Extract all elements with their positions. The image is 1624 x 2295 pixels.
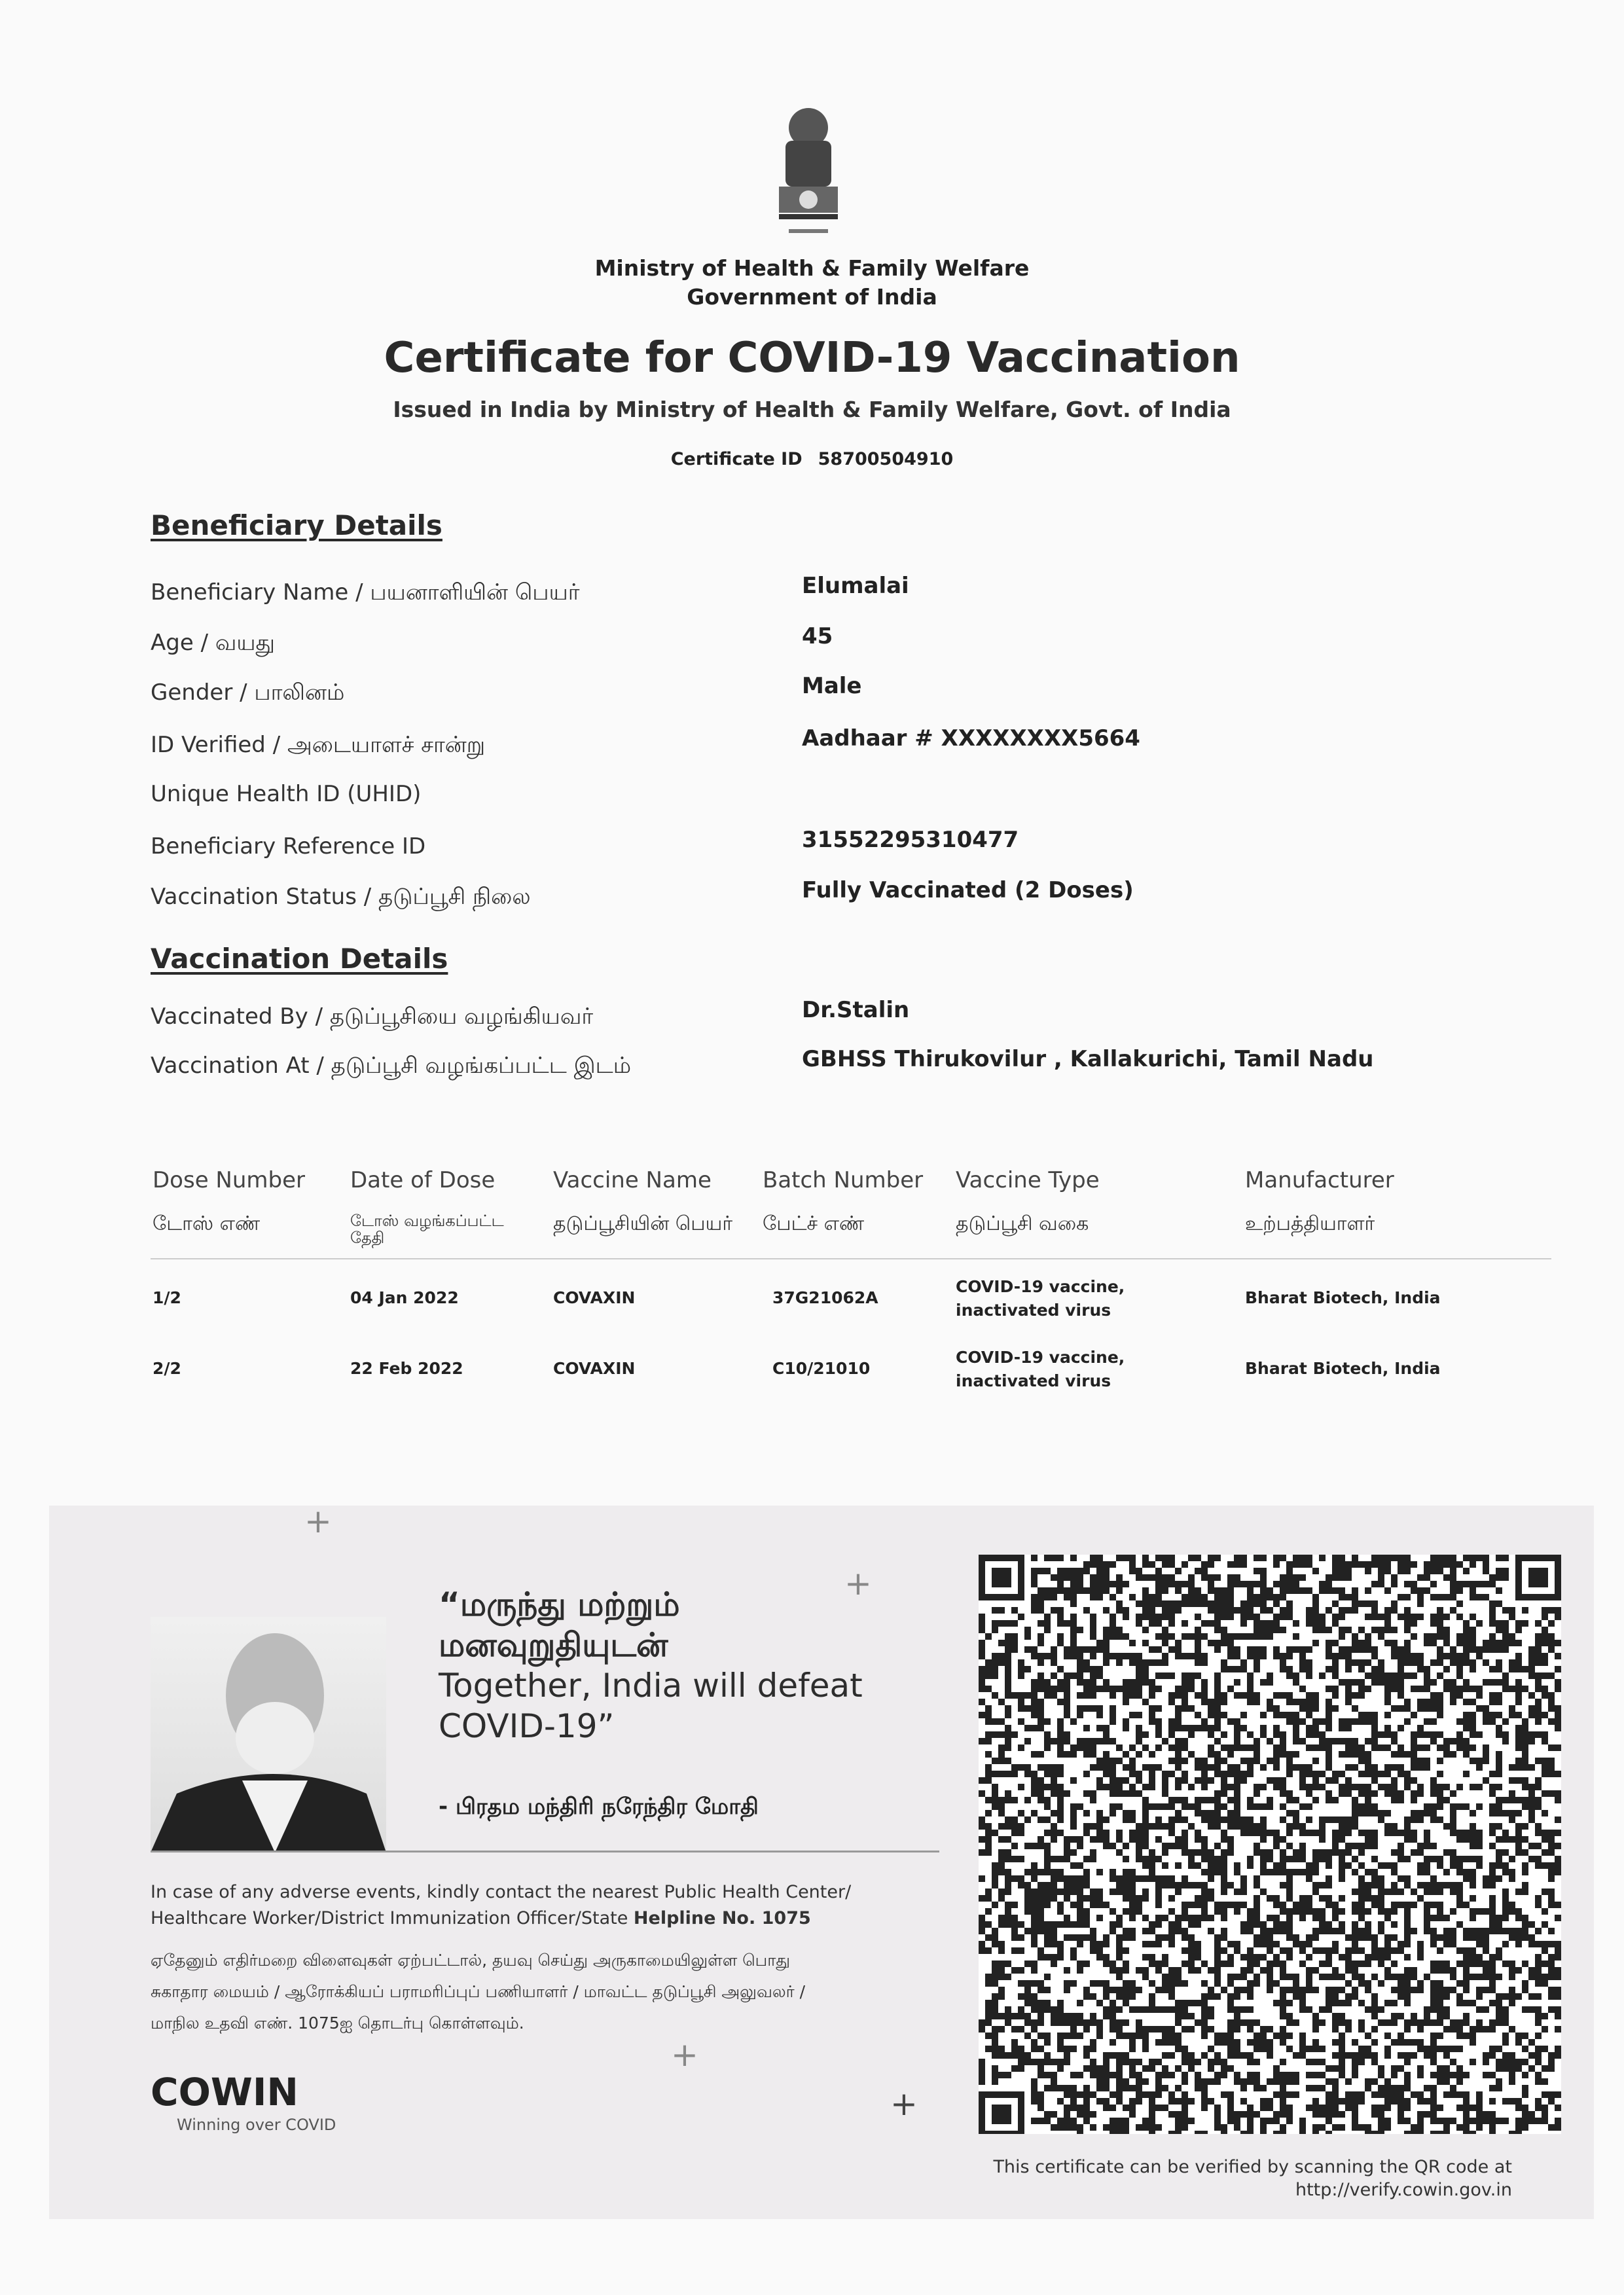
qr-code[interactable] — [979, 1555, 1561, 2134]
plus-icon: + — [890, 2085, 918, 2123]
adverse-text-1: In case of any adverse events, kindly contact the nearest Public Health Center/ — [151, 1882, 852, 1902]
beneficiary-label: Gender / பாலினம் — [151, 679, 345, 706]
table-header-1: Date of Dose — [350, 1167, 496, 1193]
table-cell: COVAXIN — [553, 1359, 636, 1378]
cowin-logo: COWIN — [151, 2070, 298, 2114]
certificate-id — [0, 449, 1624, 469]
vaccination-value: Dr.Stalin — [802, 997, 910, 1023]
helpline: Helpline No. 1075 — [633, 1908, 811, 1928]
beneficiary-label: Beneficiary Name / பயனாளியின் பெயர் — [151, 579, 580, 605]
table-cell: 37G21062A — [772, 1288, 878, 1307]
table-header-tamil-2: தடுப்பூசியின் பெயர் — [553, 1212, 732, 1235]
certificate-id-label: Certificate ID — [670, 449, 803, 469]
divider — [151, 1851, 939, 1852]
table-header-2: Vaccine Name — [553, 1167, 712, 1193]
certificate-id-value: 58700504910 — [818, 449, 954, 469]
table-cell: C10/21010 — [772, 1359, 871, 1378]
plus-icon: + — [844, 1564, 872, 1602]
quote-english: Together, India will defeat COVID-19” — [439, 1667, 863, 1745]
adverse-text-2-body: Healthcare Worker/District Immunization Officer/State — [151, 1908, 634, 1928]
table-cell: COVID-19 vaccine, inactivated virus — [956, 1277, 1125, 1320]
beneficiary-label: Unique Health ID (UHID) — [151, 781, 422, 807]
beneficiary-heading: Beneficiary Details — [151, 509, 442, 541]
table-cell: COVAXIN — [553, 1288, 636, 1307]
verify-text: This certificate can be verified by scanning the QR code at — [993, 2157, 1512, 2177]
beneficiary-label: Age / வயது — [151, 630, 276, 656]
beneficiary-value: 31552295310477 — [802, 827, 1019, 853]
table-header-tamil-1: டோஸ் வழங்கப்பட்ட தேதி — [350, 1212, 504, 1247]
tamil-text-1: ஏதேனும் எதிர்மறை விளைவுகள் ஏற்பட்டால், தயவு செய்து அருகாமையிலுள்ள பொது — [151, 1951, 791, 1970]
table-header-3: Batch Number — [763, 1167, 924, 1193]
pm-photo — [151, 1617, 386, 1852]
quote-tamil: “மருந்து மற்றும் மனவுறுதியுடன் — [439, 1585, 680, 1664]
plus-icon: + — [671, 2036, 698, 2074]
table-cell: COVID-19 vaccine, inactivated virus — [956, 1348, 1125, 1390]
page-title: Certificate for COVID-19 Vaccination — [384, 334, 1240, 382]
table-cell: 04 Jan 2022 — [350, 1288, 459, 1307]
national-emblem — [769, 101, 848, 242]
vaccination-label: Vaccination At / தடுப்பூசி வழங்கப்பட்ட இடம் — [151, 1053, 632, 1079]
beneficiary-value: Male — [802, 673, 862, 699]
table-cell: Bharat Biotech, India — [1245, 1288, 1441, 1307]
table-header-tamil-4: தடுப்பூசி வகை — [956, 1212, 1089, 1235]
table-cell: 22 Feb 2022 — [350, 1359, 463, 1378]
vaccination-value: GBHSS Thirukovilur , Kallakurichi, Tamil Nadu — [802, 1046, 1374, 1072]
adverse-text-2 — [151, 1908, 811, 1928]
government-name: Government of India — [687, 284, 937, 310]
verify-url[interactable]: http://verify.cowin.gov.in — [1295, 2180, 1512, 2200]
quote — [439, 1584, 897, 1746]
footer-panel — [49, 1502, 1594, 2219]
beneficiary-label: Vaccination Status / தடுப்பூசி நிலை — [151, 884, 531, 910]
table-header-tamil-3: பேட்ச் எண் — [763, 1212, 865, 1235]
tamil-text-2: சுகாதார மையம் / ஆரோக்கியப் பராமரிப்புப் பணியாளர் / மாவட்ட தடுப்பூசி அலுவலர் / — [151, 1982, 806, 2001]
beneficiary-label: Beneficiary Reference ID — [151, 833, 426, 859]
table-cell: 2/2 — [153, 1359, 181, 1378]
beneficiary-value: Aadhaar # XXXXXXXX5664 — [802, 725, 1140, 751]
beneficiary-value: 45 — [802, 623, 833, 649]
ministry-name: Ministry of Health & Family Welfare — [594, 255, 1030, 281]
tamil-text-3: மாநில உதவி எண். 1075ஐ தொடர்பு கொள்ளவும். — [151, 2014, 524, 2033]
vaccination-heading: Vaccination Details — [151, 943, 448, 975]
vaccination-label: Vaccinated By / தடுப்பூசியை வழங்கியவர் — [151, 1003, 594, 1030]
table-header-5: Manufacturer — [1245, 1167, 1394, 1193]
table-header-4: Vaccine Type — [956, 1167, 1100, 1193]
table-divider — [151, 1258, 1551, 1259]
beneficiary-label: ID Verified / அடையாளச் சான்று — [151, 732, 486, 758]
table-cell: 1/2 — [153, 1288, 181, 1307]
table-header-tamil-0: டோஸ் எண் — [153, 1212, 261, 1235]
table-header-tamil-5: உற்பத்தியாளர் — [1245, 1212, 1375, 1235]
cowin-tagline: Winning over COVID — [177, 2116, 336, 2134]
issued-by: Issued in India by Ministry of Health & Family Welfare, Govt. of India — [393, 397, 1231, 422]
beneficiary-value: Fully Vaccinated (2 Doses) — [802, 877, 1134, 903]
table-header-0: Dose Number — [153, 1167, 306, 1193]
quote-attribution: - பிரதம மந்திரி நரேந்திர மோதி — [439, 1794, 759, 1820]
table-cell: Bharat Biotech, India — [1245, 1359, 1441, 1378]
plus-icon: + — [304, 1502, 332, 1540]
beneficiary-value: Elumalai — [802, 573, 909, 599]
